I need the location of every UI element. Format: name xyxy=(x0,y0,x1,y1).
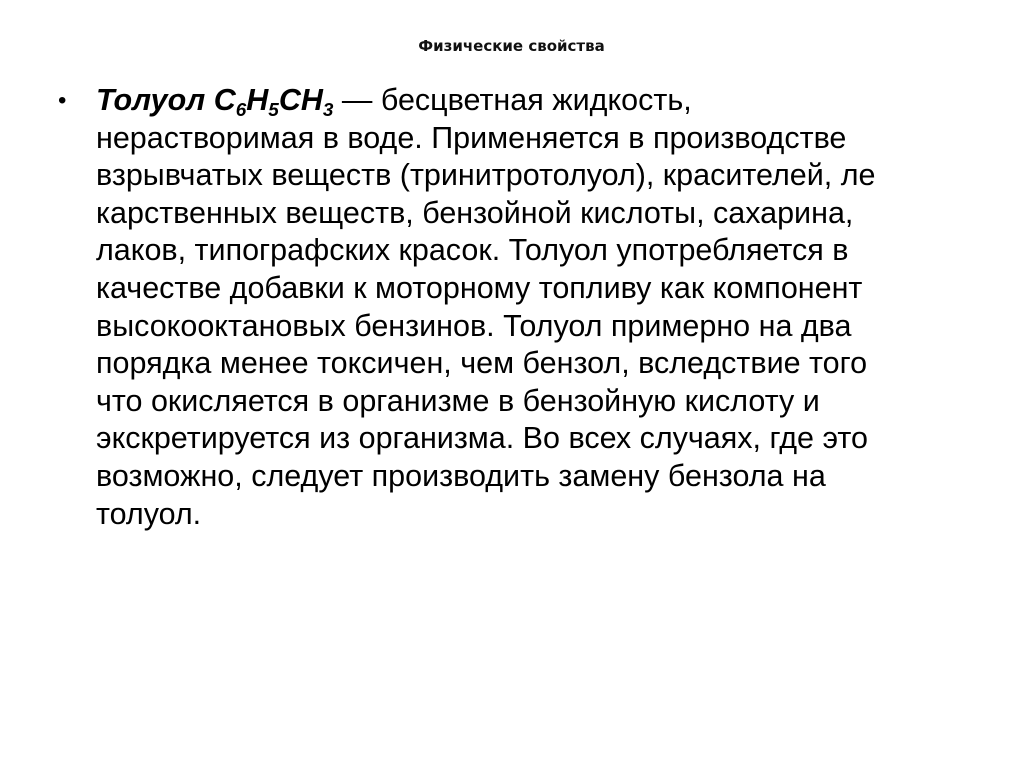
bullet-item xyxy=(58,82,958,533)
chemical-formula xyxy=(213,83,334,122)
lead-term: Толуол xyxy=(96,83,214,117)
text-line-12: толуол. xyxy=(96,496,202,531)
text-line-2: нерастворимая в воде. Применяется в производстве xyxy=(96,120,847,155)
text-line-1-rest: — бесцветная жидкость, xyxy=(333,83,692,117)
slide-title: Физические свойства xyxy=(418,37,605,55)
text-line-9: что окисляется в организме в бензойную кислоту и xyxy=(96,383,820,418)
formula-c: C xyxy=(213,83,236,117)
bullet-icon: • xyxy=(58,87,67,114)
bullet-list xyxy=(58,82,958,533)
text-line-1 xyxy=(96,82,958,120)
text-line-10: экскретируется из организма. Во всех случаях, где это xyxy=(96,421,868,456)
formula-ch: CH xyxy=(278,83,323,117)
text-line-11: возможно, следует производить замену бензола на xyxy=(96,458,826,493)
text-line-4: карственных веществ, бензойной кислоты, сахарина, xyxy=(96,195,854,230)
formula-ch-subscript: 3 xyxy=(322,100,334,122)
text-line-6: качестве добавки к моторному топливу как компонент xyxy=(96,270,863,305)
text-line-8: порядка менее токсичен, чем бензол, вследствие того xyxy=(96,346,868,381)
text-line-5: лаков, типографских красок. Толуол употребляется в xyxy=(96,233,849,268)
formula-h: H xyxy=(246,83,269,117)
formula-c-subscript: 6 xyxy=(235,100,247,122)
text-line-3: взрывчатых веществ (тринитротолуол), красителей, ле xyxy=(96,158,876,193)
formula-h-subscript: 5 xyxy=(268,100,279,122)
text-line-7: высокооктановых бензинов. Толуол примерно на два xyxy=(96,308,852,343)
